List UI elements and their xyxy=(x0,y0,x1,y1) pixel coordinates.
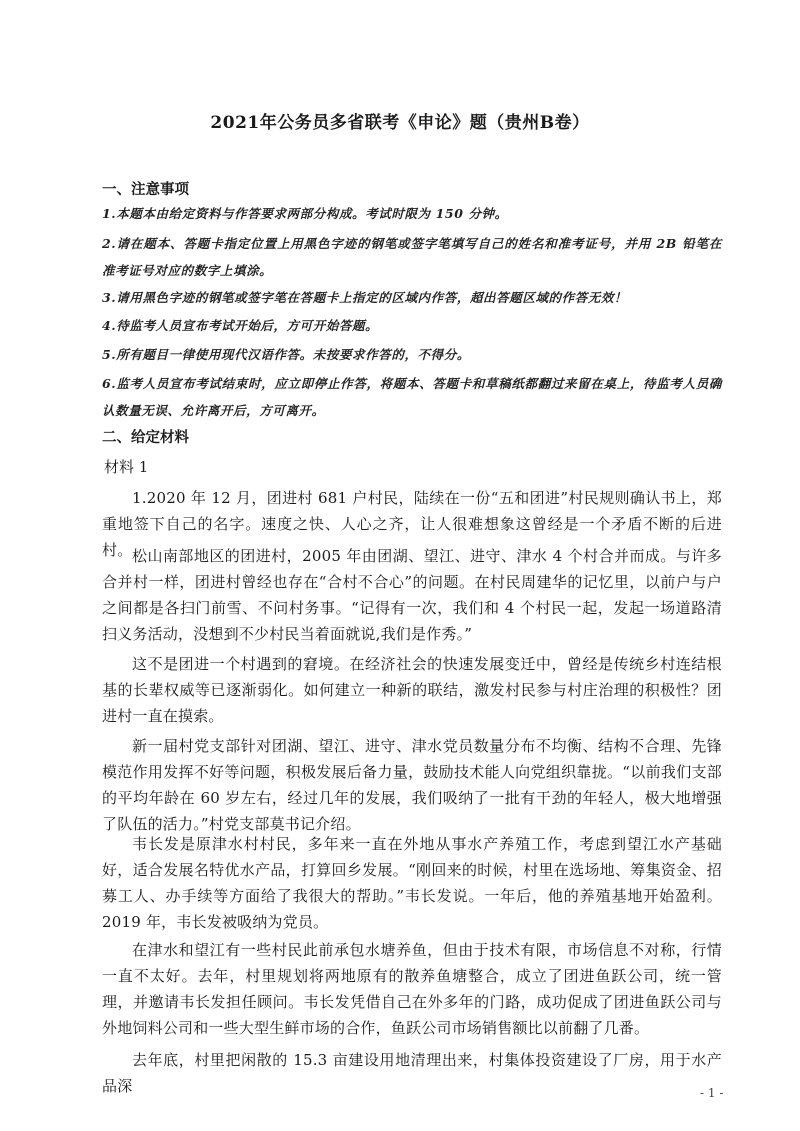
material-label: 材料 1 xyxy=(104,458,149,476)
note-item-1: 1.本题本由给定资料与作答要求两部分构成。考试时限为 150 分钟。 xyxy=(102,206,508,221)
note-item-5: 5.所有题目一律使用现代汉语作答。未按要求作答的，不得分。 xyxy=(102,347,470,362)
page-number: - 1 - xyxy=(700,1086,724,1100)
section-heading-notes: 一、注意事项 xyxy=(102,181,189,198)
paragraph-6: 在津水和望江有一些村民此前承包水塘养鱼，但由于技术有限，市场信息不对称，行情一直不太好。去年，村里规划将两地原有的散养鱼塘整合，成立了团进鱼跃公司，统一管理，并邀请韦长发担任顾问。韦长发凭借自己在外多年的门路，成功促成了团进鱼跃公司与外地饲料公司和一些大型生鲜市场的合作，鱼跃公司市场销售额比以前翻了几番。 xyxy=(102,941,722,1037)
paragraph-2: 松山南部地区的团进村，2005 年由团湖、望江、进守、津水 4 个村合并而成。与许多合并村一样，团进村曾经也存在“合村不合心”的问题。在村民周建华的记忆里，以前户与户之间都是各扫门前雪、不问村务事。“记得有一次，我们和 4 个村民一起，发起一场道路清扫义务活动，没想到不少村民当着面就说,我们是作秀。” xyxy=(102,547,722,643)
note-item-4: 4.待监考人员宣布考试开始后，方可开始答题。 xyxy=(102,318,379,333)
note-item-2: 2.请在题本、答题卡指定位置上用黑色字迹的钢笔或签字笔填写自己的姓名和准考证号，并用 2B 铅笔在准考证号对应的数字上填涂。 xyxy=(102,236,722,278)
paragraph-7: 去年底，村里把闲散的 15.3 亩建设用地清理出来，村集体投资建设了厂房，用于水产品深 xyxy=(102,1051,722,1095)
paragraph-5: 韦长发是原津水村村民，多年来一直在外地从事水产养殖工作，考虑到望江水产基础好，适合发展名特优水产品，打算回乡发展。“刚回来的时候，村里在选场地、筹集资金、招募工人、办手续等方面给了我很大的帮助。”韦长发说。一年后，他的养殖基地开始盈利。2019 年，韦长发被吸纳为党员。 xyxy=(102,835,722,931)
paragraph-3: 这不是团进一个村遇到的窘境。在经济社会的快速发展变迁中，曾经是传统乡村连结根基的长辈权威等已逐渐弱化。如何建立一种新的联结，激发村民参与村庄治理的积极性？团进村一直在摸索。 xyxy=(102,655,722,725)
note-item-6: 6.监考人员宣布考试结束时，应立即停止作答，将题本、答题卡和草稿纸都翻过来留在桌上，待监考人员确认数量无误、允许离开后，方可离开。 xyxy=(102,376,722,418)
paragraph-1: 1.2020 年 12 月，团进村 681 户村民，陆续在一份“五和团进”村民规则确认书上，郑重地签下自己的名字。速度之快、人心之齐，让人很难想象这曾经是一个矛盾不断的后进村。 xyxy=(102,489,722,559)
section-heading-materials: 二、给定材料 xyxy=(102,429,189,446)
document-title: 2021年公务员多省联考《申论》题（贵州B卷） xyxy=(210,113,590,133)
note-item-3: 3.请用黑色字迹的钢笔或签字笔在答题卡上指定的区域内作答，超出答题区域的作答无效！ xyxy=(102,290,628,305)
paragraph-4: 新一届村党支部针对团湖、望江、进守、津水党员数量分布不均衡、结构不合理、先锋模范作用发挥不好等问题，积极发展后备力量，鼓励技术能人向党组织靠拢。“以前我们支部的平均年龄在 60 岁左右，经过几年的发展，我们吸纳了一批有干劲的年轻人，极大地增强了队伍的活力。”村党支部莫书记介绍。 xyxy=(102,737,722,833)
